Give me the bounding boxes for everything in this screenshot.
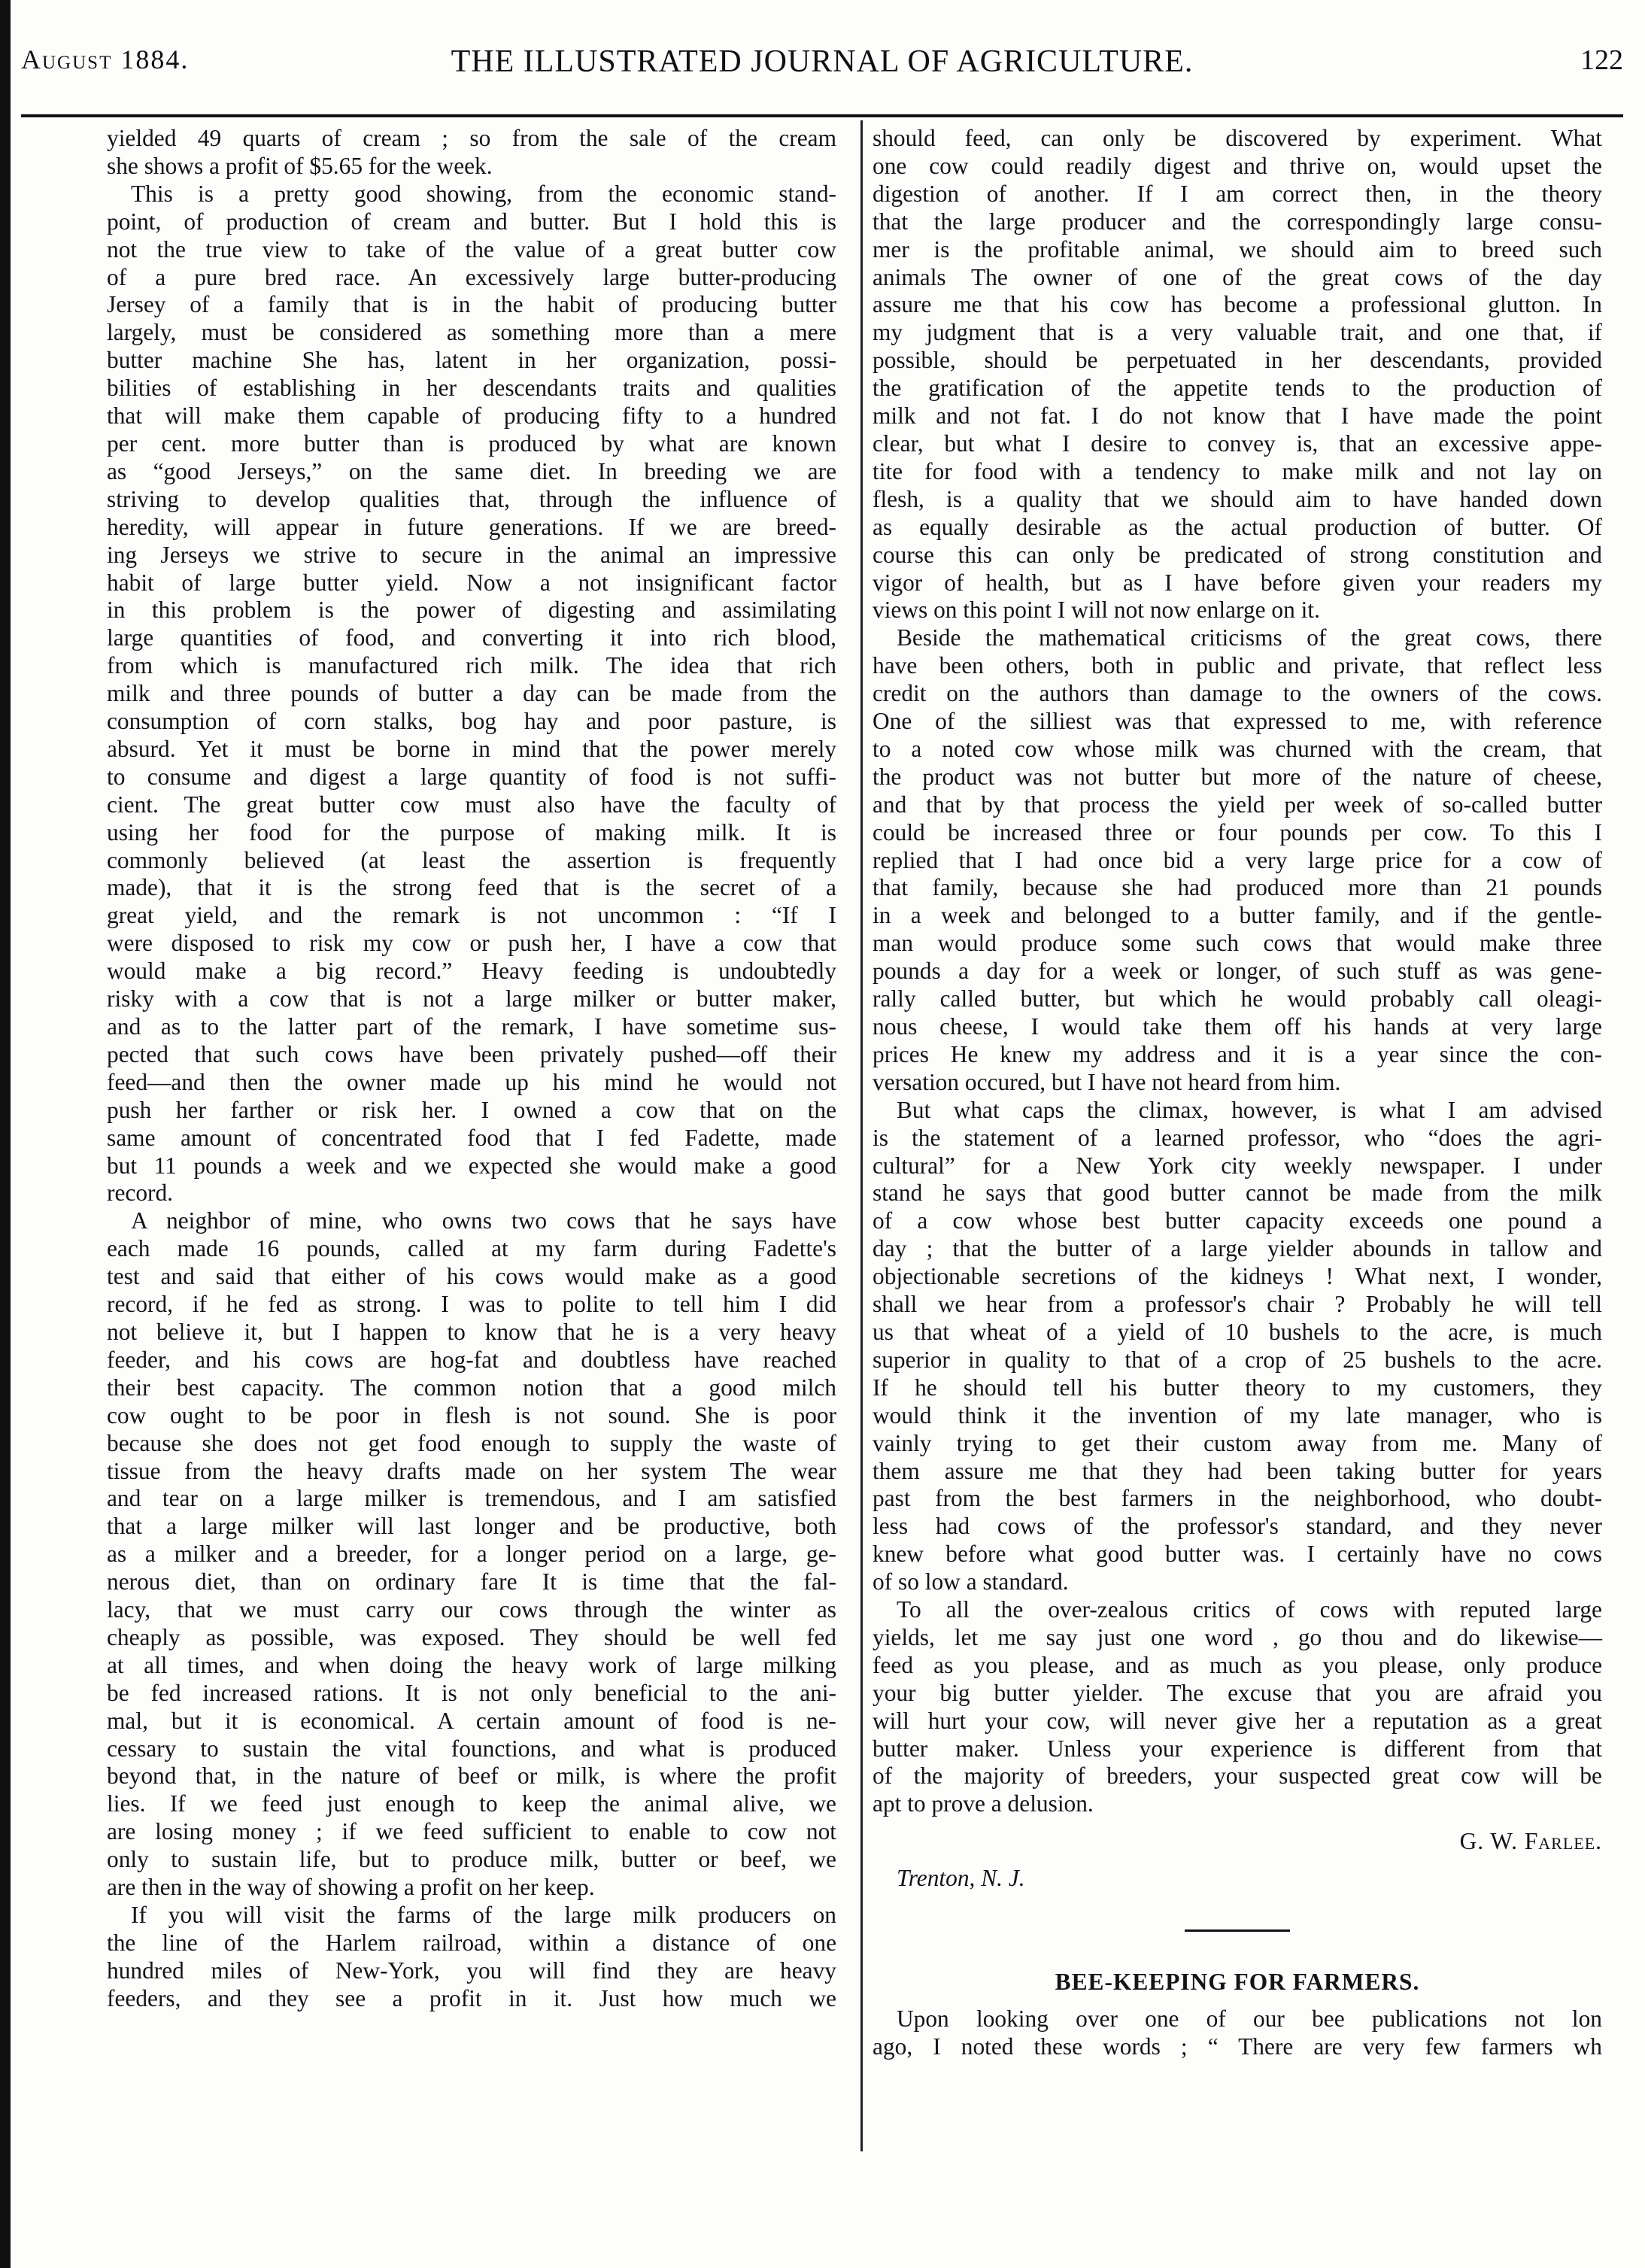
text-line: and as to the latter part of the remark, I have sometime sus- [107,1013,836,1040]
text-line: in this problem is the power of digesting and assimilating [107,597,836,624]
text-line: lies. If we feed just enough to keep the animal alive, we [107,1790,836,1817]
text-line: butter maker. Unless your experience is different from that [873,1735,1602,1762]
text-line: butter machine She has, latent in her organization, possi- [107,347,836,374]
text-line: Upon looking over one of our bee publications not lon [897,2005,1602,2033]
text-line: the line of the Harlem railroad, within a distance of one [107,1929,836,1956]
text-line: cheaply as possible, was exposed. They should be well fed [107,1623,836,1650]
text-line: yields, let me say just one word , go thou and do likewise— [873,1623,1602,1650]
text-line: possible, should be perpetuated in her descendants, provided [873,347,1602,374]
text-line: risky with a cow that is not a large milker or butter maker, [107,985,836,1013]
text-line: because she does not get food enough to supply the waste of [107,1429,836,1456]
page-header [21,44,1623,89]
text-line: cient. The great butter cow must also have the faculty of [107,791,836,818]
header-date: August 1884. [21,44,190,74]
text-line: man would produce some such cows that would make three [873,930,1602,957]
text-line: to a noted cow whose milk was churned with the cream, that [873,735,1602,762]
text-line: same amount of concentrated food that I fed Fadette, made [107,1124,836,1151]
text-line: feeder, and his cows are hog-fat and doubtless have reached [107,1346,836,1373]
text-line: credit on the authors than damage to the owners of the cows. [873,680,1602,707]
text-line: mer is the profitable animal, we should aim to breed such [873,235,1602,263]
text-line: the product was not butter but more of the nature of cheese, [873,763,1602,790]
text-line: objectionable secretions of the kidneys ! What next, I wonder, [873,1263,1602,1290]
text-line: in a week and belonged to a butter family, and if the gentle- [873,902,1602,929]
text-line: tissue from the heavy drafts made on her system The wear [107,1457,836,1484]
text-line: milk and not fat. I do not know that I have made the point [873,402,1602,430]
text-line: of the majority of breeders, your suspected great cow will be [873,1762,1602,1790]
text-line: is the statement of a learned professor, who “does the agri- [873,1124,1602,1151]
text-line: consumption of corn stalks, bog hay and poor pasture, is [107,708,836,735]
text-line: animals The owner of one of the great cows of the day [873,263,1602,290]
text-line: them assure me that they had been taking butter for years [873,1457,1602,1484]
text-line: cessary to sustain the vital founctions, and what is produced [107,1735,836,1762]
text-line: your big butter yielder. The excuse that you are afraid you [873,1679,1602,1706]
text-line: absurd. Yet it must be borne in mind that the power merely [107,735,836,762]
text-line: each made 16 pounds, called at my farm during Fadette's [107,1235,836,1262]
text-line: beyond that, in the nature of beef or milk, is where the profit [107,1762,836,1790]
text-line: would make a big record.” Heavy feeding is undoubtedly [107,958,836,985]
text-line: made), that it is the strong feed that is the secret of a [107,874,836,901]
text-line: will hurt your cow, will never give her a reputation as a great [873,1707,1602,1734]
text-line: If you will visit the farms of the large milk producers on [131,1902,836,1928]
text-line: habit of large butter yield. Now a not insignificant factor [107,569,836,596]
text-line: cow ought to be poor in flesh is not sound. She is poor [107,1401,836,1429]
text-line: one cow could readily digest and thrive on, would upset the [873,152,1602,179]
text-line: tite for food with a tendency to make milk and not lay on [873,457,1602,484]
text-line: are losing money ; if we feed sufficient to enable to cow not [107,1818,836,1845]
text-line: If he should tell his butter theory to my customers, they [873,1374,1602,1401]
text-line: as “good Jerseys,” on the same diet. In breeding we are [107,457,836,484]
text-line: nerous diet, than on ordinary fare It is time that the fal- [107,1568,836,1595]
text-line: their best capacity. The common notion that a good milch [107,1374,836,1401]
text-line: prices He knew my address and it is a year since the con- [873,1040,1602,1067]
text-line: apt to prove a delusion. [873,1790,1094,1817]
text-line: from which is manufactured rich milk. The idea that rich [107,652,836,679]
text-line: and that by that process the yield per week of so-called butter [873,791,1602,818]
text-line: to consume and digest a large quantity of food is not suffi- [107,763,836,790]
text-line: should feed, can only be discovered by experiment. What [873,125,1602,151]
text-line: but 11 pounds a week and we expected she would make a good [107,1152,836,1179]
spacer [873,1892,1602,1929]
text-line: vainly trying to get their custom away from me. Many of [873,1429,1602,1456]
text-line: shall we hear from a professor's chair ? Probably he will tell [873,1291,1602,1318]
text-line: of a pure bred race. An excessively large butter-producing [107,263,836,290]
text-line: commonly believed (at least the assertion is frequently [107,846,836,873]
text-line: the gratification of the appetite tends to the production of [873,375,1602,402]
text-line: of so low a standard. [873,1568,1069,1595]
text-line: flesh, is a quality that we should aim to have handed down [873,485,1602,512]
header-rule [21,114,1623,117]
text-line: that family, because she had produced more than 21 pounds [873,874,1602,901]
text-line: record, if he fed as strong. I was to polite to tell him I did [107,1291,836,1318]
text-line: great yield, and the remark is not uncommon : “If I [107,902,836,929]
text-line: Beside the mathematical criticisms of the great cows, there [897,624,1602,651]
text-line: stand he says that good butter cannot be made from the milk [873,1180,1602,1207]
text-line: striving to develop qualities that, through the influence of [107,485,836,512]
text-line: clear, but what I desire to convey is, that an excessive appe- [873,430,1602,457]
text-line: lacy, that we must carry our cows through the winter as [107,1596,836,1623]
text-line: that a large milker will last longer and be productive, both [107,1513,836,1540]
text-line: point, of production of cream and butter. But I hold this is [107,208,836,235]
text-line: and tear on a large milker is tremendous, and I am satisfied [107,1485,836,1512]
column-divider [860,120,863,2151]
journal-title: THE ILLUSTRATED JOURNAL OF AGRICULTURE. [451,44,1194,79]
text-line: us that wheat of a yield of 10 bushels to the acre, is much [873,1318,1602,1345]
text-line: One of the silliest was that expressed to me, with reference [873,708,1602,735]
section-title: BEE-KEEPING FOR FARMERS. [1055,1969,1420,1996]
text-line: hundred miles of New-York, you will find they are heavy [107,1957,836,1984]
text-line: that will make them capable of producing fifty to a hundred [107,402,836,430]
text-line: could be increased three or four pounds per cow. To this I [873,818,1602,846]
text-line: only to sustain life, but to produce milk, butter or beef, we [107,1846,836,1873]
text-line: This is a pretty good showing, from the economic stand- [131,180,836,207]
text-line: ago, I noted these words ; “ There are very few farmers wh [873,2033,1602,2060]
text-line: nous cheese, I would take them off his hands at very large [873,1013,1602,1040]
text-line: rally called butter, but which he would probably call oleagi- [873,985,1602,1013]
text-line: at all times, and when doing the heavy work of large milking [107,1651,836,1678]
text-line: feed—and then the owner made up his mind he would not [107,1068,836,1095]
text-line: vigor of health, but as I have before given your readers my [873,569,1602,596]
text-line: she shows a profit of $5.65 for the week. [107,152,493,179]
text-line: superior in quality to that of a crop of 25 bushels to the acre. [873,1346,1602,1373]
text-line: not the true view to take of the value of a great butter cow [107,235,836,263]
text-line: knew before what good butter was. I certainly have no cows [873,1541,1602,1568]
bee-keeping-article [873,2005,1602,2061]
left-column [107,125,836,2013]
text-line: that the large producer and the correspondingly large consu- [873,208,1602,235]
text-line: per cent. more butter than is produced by what are known [107,430,836,457]
text-line: using her food for the purpose of making milk. It is [107,818,836,846]
text-line: To all the over-zealous critics of cows with reputed large [897,1596,1602,1623]
text-line: largely, must be considered as something more than a mere [107,319,836,346]
text-line: ing Jerseys we strive to secure in the animal an impressive [107,541,836,568]
text-line: mal, but it is economical. A certain amount of food is ne- [107,1707,836,1734]
text-line: as equally desirable as the actual production of butter. Of [873,513,1602,540]
page-edge-shadow [0,0,11,2268]
text-line: large quantities of food, and converting it into rich blood, [107,624,836,651]
text-line: feed as you please, and as much as you please, only produce [873,1651,1602,1678]
text-line: versation occured, but I have not heard from him. [873,1068,1341,1095]
author-signature: G. W. Farlee. [1459,1828,1602,1855]
text-line: A neighbor of mine, who owns two cows that he says have [131,1207,836,1234]
text-line: not believe it, but I happen to know that he is a very heavy [107,1318,836,1345]
text-line: yielded 49 quarts of cream ; so from the sale of the cream [107,125,836,151]
text-line: pected that such cows have been privately pushed—off their [107,1040,836,1067]
text-line: my judgment that is a very valuable trait, and one that, if [873,319,1602,346]
text-line: Jersey of a family that is in the habit of producing butter [107,291,836,318]
page-number: 122 [1580,44,1623,76]
text-line: But what caps the climax, however, is what I am advised [897,1096,1602,1123]
text-line: cultural” for a New York city weekly newspaper. I under [873,1152,1602,1179]
spacer [873,1932,1602,1959]
text-line: push her farther or risk her. I owned a cow that on the [107,1096,836,1123]
text-line: assure me that his cow has become a professional glutton. In [873,291,1602,318]
text-line: replied that I had once bid a very large price for a cow of [873,846,1602,873]
text-line: have been others, both in public and private, that reflect less [873,652,1602,679]
author-place: Trenton, N. J. [897,1865,1025,1892]
right-column [873,125,1602,2061]
text-line: of a cow whose best butter capacity exceeds one pound a [873,1207,1602,1234]
text-line: bilities of establishing in her descendants traits and qualities [107,375,836,402]
text-line: pounds a day for a week or longer, of such stuff as was gene- [873,958,1602,985]
text-line: as a milker and a breeder, for a longer period on a large, ge- [107,1541,836,1568]
text-line: course this can only be predicated of strong constitution and [873,541,1602,568]
text-line: milk and three pounds of butter a day can be made from the [107,680,836,707]
text-line: heredity, will appear in future generations. If we are breed- [107,513,836,540]
right-column-text [873,125,1602,1818]
text-line: are then in the way of showing a profit on her keep. [107,1874,595,1901]
text-line: feeders, and they see a profit in it. Just how much we [107,1984,836,2011]
text-line: past from the best farmers in the neighborhood, who doubt- [873,1485,1602,1512]
text-line: were disposed to risk my cow or push her, I have a cow that [107,930,836,957]
text-line: day ; that the butter of a large yielder abounds in tallow and [873,1235,1602,1262]
text-line: be fed increased rations. It is not only beneficial to the ani- [107,1679,836,1706]
text-line: less had cows of the professor's standard, and they never [873,1513,1602,1540]
text-line: views on this point I will not now enlarge on it. [873,597,1320,624]
text-line: digestion of another. If I am correct then, in the theory [873,180,1602,207]
text-line: would think it the invention of my late manager, who is [873,1401,1602,1429]
text-line: test and said that either of his cows would make as a good [107,1263,836,1290]
text-line: record. [107,1180,174,1207]
